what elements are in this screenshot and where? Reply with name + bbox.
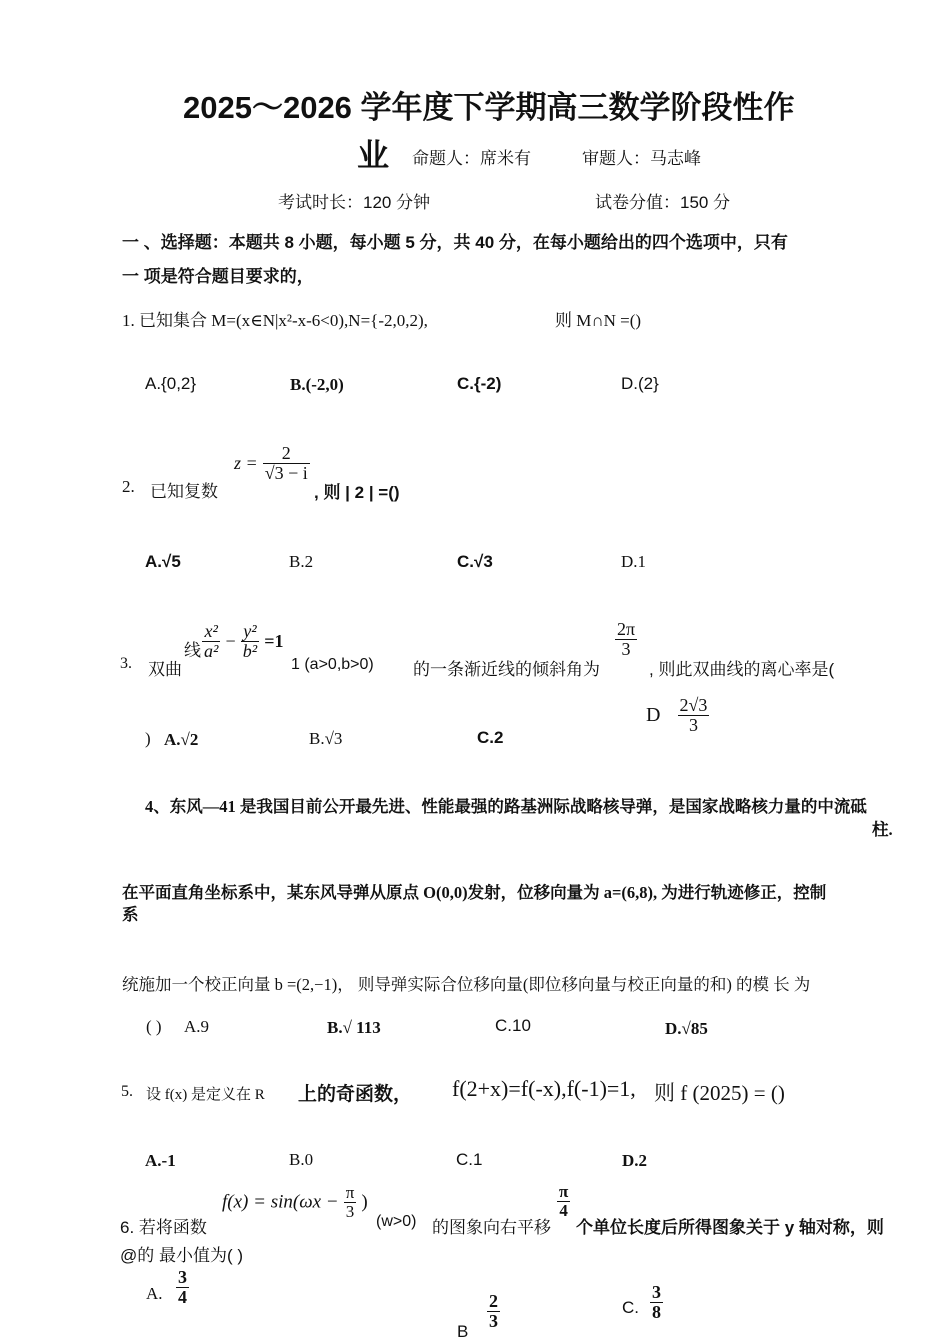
section-heading-line2: 一 项是符合题目要求的，	[122, 267, 314, 286]
question-2-formula	[234, 444, 310, 483]
q3-option-d-denominator: 3	[678, 715, 710, 735]
question-5-part2: 上的奇函数，	[298, 1084, 413, 1105]
question-6-tail: 个单位长度后所得图象关于 y 轴对称，则	[576, 1218, 884, 1237]
reviewer: 审题人：马志峰	[582, 149, 701, 168]
z-frac-numerator: 2	[281, 443, 291, 463]
q6-option-c[interactable]	[650, 1283, 663, 1322]
q6-option-a-label[interactable]: A.	[146, 1284, 163, 1303]
b2: b²	[242, 640, 258, 661]
q2-option-d[interactable]: D.1	[621, 552, 647, 571]
q2-option-b[interactable]: B.2	[289, 552, 314, 571]
q6-option-b-label[interactable]: B	[457, 1322, 469, 1341]
question-1-stem-tail: 则 M∩N =()	[555, 311, 642, 330]
q1-option-b[interactable]: B.(-2,0)	[290, 375, 344, 394]
q5-option-d[interactable]: D.2	[622, 1151, 648, 1170]
equals-one: =1	[264, 630, 284, 651]
q6-option-a-numerator: 3	[178, 1267, 187, 1287]
question-4-line1b: 柱.	[872, 820, 893, 839]
setter: 命题人：席米有	[412, 149, 531, 168]
q6-option-c-denominator: 8	[652, 1301, 661, 1322]
q6-option-b[interactable]	[487, 1292, 500, 1331]
question-5-part1: 设 f(x) 是定义在 R	[146, 1087, 265, 1103]
question-5-number: 5.	[121, 1083, 133, 1100]
q6-option-c-label[interactable]: C.	[622, 1298, 639, 1317]
q3-option-c[interactable]: C.2	[477, 728, 504, 747]
question-6-line2: @的 最小值为( )	[120, 1246, 244, 1265]
angle-denominator: 3	[615, 639, 637, 659]
question-4-line1: 4、东风—41 是我国目前公开最先进、性能最强的路基洲际战略核导弹，是国家战略核力量的中流砥	[145, 797, 867, 816]
q1-option-c[interactable]: C.{-2)	[457, 374, 502, 393]
exam-duration: 考试时长：120 分钟	[278, 193, 431, 212]
z-lhs: z =	[234, 452, 258, 473]
q4-option-c[interactable]: C.10	[495, 1016, 531, 1035]
q6-function	[222, 1184, 368, 1221]
q4-option-d[interactable]: D.√85	[665, 1019, 708, 1038]
question-5-part4: 则 f (2025) = ()	[654, 1081, 785, 1105]
a2: a²	[204, 640, 219, 661]
question-4-paren: ( )	[146, 1017, 162, 1036]
q3-option-d[interactable]	[646, 696, 709, 735]
q1-option-a[interactable]: A.{0,2}	[145, 374, 197, 393]
q5-option-b[interactable]: B.0	[289, 1150, 314, 1169]
question-4-line2: 在平面直角坐标系中，某东风导弹从原点 O(0,0)发射，位移向量为 a=(6,8), 为进行轨迹修正，控制	[122, 883, 827, 902]
q6-option-b-denominator: 3	[489, 1310, 498, 1331]
q6-close-paren: )	[361, 1191, 368, 1213]
q6-condition: (w>0)	[376, 1213, 417, 1230]
hyperbola-equation	[202, 622, 284, 661]
exam-title-line2: 业	[357, 137, 390, 173]
q6-func-text: f(x) = sin(ωx −	[222, 1191, 339, 1213]
question-6-mid: 的图象向右平移	[432, 1218, 551, 1237]
q5-option-c[interactable]: C.1	[456, 1150, 483, 1169]
section-heading-line1: 一 、选择题：本题共 8 小题，每小题 5 分，共 40 分，在每小题给出的四个选项中，只有	[122, 233, 788, 252]
exam-score: 试卷分值：150 分	[595, 193, 731, 212]
exam-title-line1: 2025～2026 学年度下学期高三数学阶段性作	[183, 90, 795, 125]
question-4-line3: 统施加一个校正向量 b =(2,−1)， 则导弹实际合位移向量(即位移向量与校正向量的和) 的模 长 为	[122, 975, 811, 994]
question-2-prefix: 已知复数	[150, 482, 218, 501]
x2: x²	[204, 621, 218, 641]
q6-shift-denominator: 4	[557, 1201, 570, 1220]
q6-shift	[557, 1183, 570, 1220]
q4-option-b[interactable]: B.√ 113	[327, 1018, 381, 1037]
q3-option-d-numerator: 2√3	[679, 695, 708, 715]
q2-option-a[interactable]: A.√5	[145, 552, 181, 571]
question-5-part3: f(2+x)=f(-x),f(-1)=1,	[452, 1076, 636, 1101]
minus-sign: −	[225, 630, 236, 651]
question-2-tail: , 则 | 2 | =()	[314, 483, 400, 502]
q6-option-b-numerator: 2	[489, 1291, 498, 1311]
q6-three: 3	[344, 1202, 357, 1221]
q6-option-c-numerator: 3	[652, 1282, 661, 1302]
q3-option-d-label: D	[646, 703, 661, 726]
question-3-number: 3.	[120, 655, 132, 672]
question-6-prefix: 6. 若将函数	[120, 1218, 207, 1237]
question-3-mid: 的一条渐近线的倾斜角为	[413, 660, 600, 679]
question-4-line2b: 系	[122, 905, 139, 924]
q6-shift-numerator: π	[559, 1182, 569, 1201]
z-frac-denominator: √3 − i	[264, 462, 308, 483]
q4-option-a[interactable]: A.9	[184, 1017, 210, 1036]
q1-option-d[interactable]: D.(2}	[621, 374, 659, 393]
y2: y²	[243, 621, 257, 641]
question-3-tail: , 则此双曲线的离心率是(	[649, 660, 835, 679]
q6-option-a[interactable]	[176, 1268, 189, 1307]
angle-numerator: 2π	[617, 619, 636, 639]
q6-pi: π	[345, 1183, 355, 1202]
q6-option-a-denominator: 4	[178, 1286, 187, 1307]
question-3-xian: 线	[184, 641, 201, 660]
question-1-stem: 1. 已知集合 M=(x∈N|x²-x-6<0),N={-2,0,2),	[122, 311, 428, 330]
q5-option-a[interactable]: A.-1	[145, 1151, 176, 1170]
question-3-paren-close: )	[145, 729, 151, 748]
q2-option-c[interactable]: C.√3	[457, 552, 493, 571]
question-2-number: 2.	[122, 477, 135, 496]
incline-angle	[615, 620, 637, 659]
question-3-prefix: 双曲	[148, 660, 182, 679]
hyperbola-condition: 1 (a>0,b>0)	[291, 656, 374, 673]
q3-option-b[interactable]: B.√3	[309, 729, 343, 748]
q3-option-a[interactable]: A.√2	[164, 730, 199, 749]
